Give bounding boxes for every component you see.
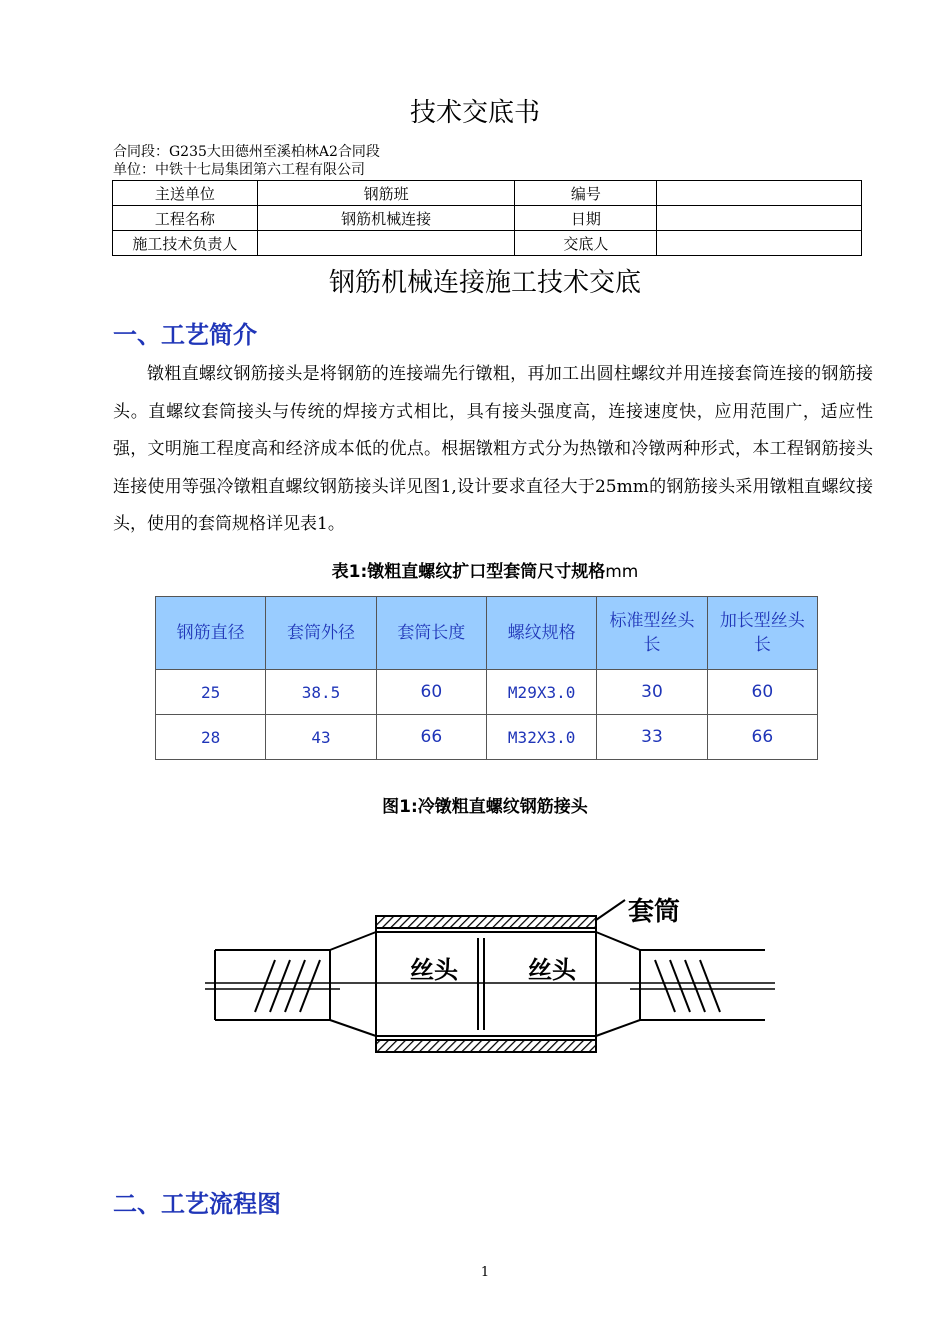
thread-label-right: 丝头 [528,956,576,984]
table-cell: 33 [597,715,707,760]
info-cell: 日期 [515,206,657,231]
table-row [156,670,818,715]
table-cell: 60 [376,670,486,715]
info-row [113,181,862,206]
table-caption [0,557,950,582]
info-cell [257,231,515,256]
table-cell: 30 [597,670,707,715]
contract-line: 合同段：G235大田德州至溪柏林A2合同段 [113,144,380,160]
info-row [113,231,862,256]
subtitle: 钢筋机械连接施工技术交底 [328,268,641,298]
figure-caption: 图1:冷镦粗直螺纹钢筋接头 [382,797,588,817]
intro-paragraph: 镦粗直螺纹钢筋接头是将钢筋的连接端先行镦粗，再加工出圆柱螺纹并用连接套筒连接的钢筋接头。直螺纹套筒接头与传统的焊接方式相比，具有接头强度高，连接速度快，应用范围广，适应性强，文明施工程度高和经济成本低的优点。根据镦粗方式分为热镦和冷镦两种形式，本工程钢筋接头连接使用等强冷镦粗直螺纹钢筋接头详见图1,设计要求直径大于25mm的钢筋接头采用镦粗直螺纹接头，使用的套筒规格详见表1。 [113,364,873,534]
sleeve-top-wall [376,916,596,928]
info-cell: 主送单位 [113,181,258,206]
info-cell: 工程名称 [113,206,258,231]
column-header: 套筒长度 [376,597,486,670]
info-cell [657,206,862,231]
info-cell: 钢筋班 [257,181,515,206]
unit-line: 单位：中铁十七局集团第六工程有限公司 [113,162,365,178]
info-cell [657,231,862,256]
info-cell: 交底人 [515,231,657,256]
column-header: 套筒外径 [266,597,376,670]
info-cell: 施工技术负责人 [113,231,258,256]
info-cell: 编号 [515,181,657,206]
table-cell: 25 [156,670,266,715]
info-table [112,180,862,256]
info-row [113,206,862,231]
table-caption-unit: mm [605,562,639,582]
column-header: 螺纹规格 [486,597,596,670]
table-cell: 60 [707,670,817,715]
table-row [156,715,818,760]
sleeve-bottom-wall [376,1040,596,1052]
sleeve-label: 套筒 [628,897,681,927]
table-caption-text: 表1:镦粗直螺纹扩口型套筒尺寸规格 [331,562,606,582]
table-header-row [156,597,818,670]
info-cell: 钢筋机械连接 [257,206,515,231]
table-cell: M29X3.0 [486,670,596,715]
thread-label-left: 丝头 [410,956,458,984]
section-heading-1: 一、工艺简介 [113,321,257,349]
info-cell [657,181,862,206]
page-number: 1 [480,1265,490,1280]
table-cell: 38.5 [266,670,376,715]
rebar-coupler-diagram [200,880,780,1080]
column-header: 钢筋直径 [156,597,266,670]
table-cell: 66 [376,715,486,760]
column-header: 加长型丝头长 [707,597,817,670]
section-heading-2: 二、工艺流程图 [113,1190,281,1218]
table-cell: 43 [266,715,376,760]
table-cell: 66 [707,715,817,760]
sleeve-spec-table [155,596,818,760]
table-cell: M32X3.0 [486,715,596,760]
table-cell: 28 [156,715,266,760]
column-header: 标准型丝头长 [597,597,707,670]
document-title: 技术交底书 [409,98,540,128]
